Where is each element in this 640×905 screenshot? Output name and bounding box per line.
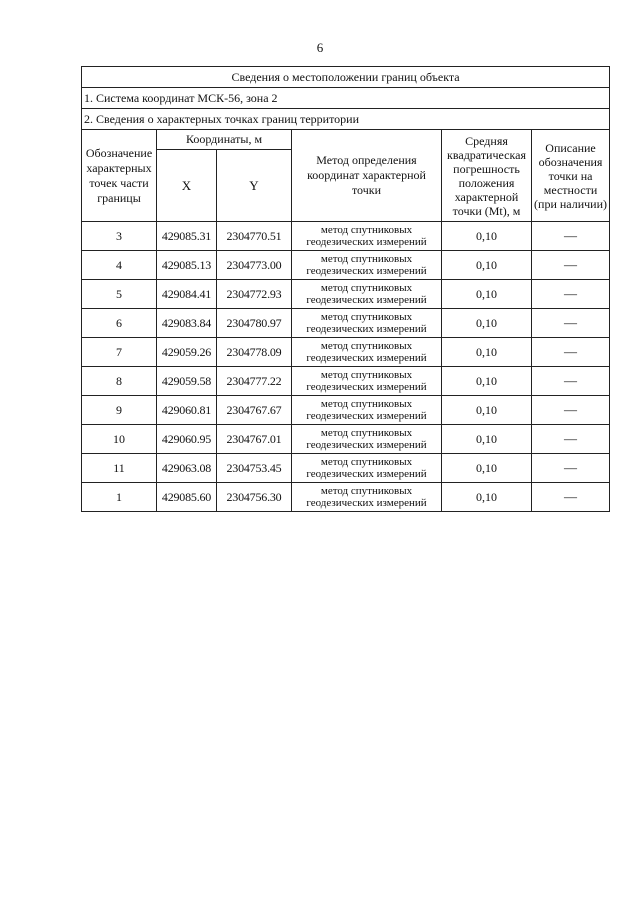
header-description: Описание обозначения точки на местности (при наличии) — [532, 130, 610, 222]
method-cell: метод спутниковых геодезических измерений — [292, 483, 442, 512]
point-cell: 6 — [82, 309, 157, 338]
x-cell: 429085.31 — [157, 222, 217, 251]
description-cell: — — [532, 309, 610, 338]
point-cell: 11 — [82, 454, 157, 483]
section1-row — [82, 88, 610, 109]
coordinates-table — [81, 66, 610, 512]
description-cell: — — [532, 425, 610, 454]
table-row — [82, 222, 610, 251]
header-y: Y — [217, 150, 292, 222]
method-cell: метод спутниковых геодезических измерений — [292, 309, 442, 338]
x-cell: 429059.26 — [157, 338, 217, 367]
error-cell: 0,10 — [442, 396, 532, 425]
coordinate-system-line: 1. Система координат МСК-56, зона 2 — [82, 88, 610, 109]
point-cell: 4 — [82, 251, 157, 280]
x-cell: 429084.41 — [157, 280, 217, 309]
point-cell: 10 — [82, 425, 157, 454]
table-row — [82, 338, 610, 367]
description-cell: — — [532, 483, 610, 512]
x-cell: 429059.58 — [157, 367, 217, 396]
header-row-1 — [82, 130, 610, 150]
point-cell: 8 — [82, 367, 157, 396]
header-method: Метод определения координат характерной точки — [292, 130, 442, 222]
table-row — [82, 280, 610, 309]
y-cell: 2304773.00 — [217, 251, 292, 280]
x-cell: 429083.84 — [157, 309, 217, 338]
table-row — [82, 367, 610, 396]
page-number: 6 — [316, 40, 324, 55]
table-row — [82, 454, 610, 483]
method-cell: метод спутниковых геодезических измерений — [292, 280, 442, 309]
description-cell: — — [532, 338, 610, 367]
error-cell: 0,10 — [442, 309, 532, 338]
method-cell: метод спутниковых геодезических измерений — [292, 222, 442, 251]
points-section-line: 2. Сведения о характерных точках границ территории — [82, 109, 610, 130]
header-error: Средняя квадратическая погрешность положения характерной точки (Mt), м — [442, 130, 532, 222]
description-cell: — — [532, 454, 610, 483]
error-cell: 0,10 — [442, 338, 532, 367]
error-cell: 0,10 — [442, 222, 532, 251]
section2-row — [82, 109, 610, 130]
method-cell: метод спутниковых геодезических измерений — [292, 338, 442, 367]
error-cell: 0,10 — [442, 425, 532, 454]
table-row — [82, 251, 610, 280]
point-cell: 7 — [82, 338, 157, 367]
error-cell: 0,10 — [442, 454, 532, 483]
error-cell: 0,10 — [442, 483, 532, 512]
x-cell: 429060.81 — [157, 396, 217, 425]
point-cell: 3 — [82, 222, 157, 251]
y-cell: 2304756.30 — [217, 483, 292, 512]
y-cell: 2304777.22 — [217, 367, 292, 396]
table-row — [82, 396, 610, 425]
method-cell: метод спутниковых геодезических измерений — [292, 367, 442, 396]
y-cell: 2304780.97 — [217, 309, 292, 338]
table-title: Сведения о местоположении границ объекта — [82, 67, 610, 88]
error-cell: 0,10 — [442, 280, 532, 309]
x-cell: 429085.13 — [157, 251, 217, 280]
error-cell: 0,10 — [442, 251, 532, 280]
method-cell: метод спутниковых геодезических измерений — [292, 251, 442, 280]
table-title-row — [82, 67, 610, 88]
table-row — [82, 425, 610, 454]
x-cell: 429060.95 — [157, 425, 217, 454]
header-coords: Координаты, м — [157, 130, 292, 150]
error-cell: 0,10 — [442, 367, 532, 396]
header-point: Обозначение характерных точек части границы — [82, 130, 157, 222]
description-cell: — — [532, 396, 610, 425]
point-cell: 9 — [82, 396, 157, 425]
x-cell: 429085.60 — [157, 483, 217, 512]
point-cell: 1 — [82, 483, 157, 512]
description-cell: — — [532, 367, 610, 396]
y-cell: 2304770.51 — [217, 222, 292, 251]
y-cell: 2304778.09 — [217, 338, 292, 367]
description-cell: — — [532, 280, 610, 309]
y-cell: 2304753.45 — [217, 454, 292, 483]
y-cell: 2304772.93 — [217, 280, 292, 309]
x-cell: 429063.08 — [157, 454, 217, 483]
description-cell: — — [532, 251, 610, 280]
method-cell: метод спутниковых геодезических измерений — [292, 425, 442, 454]
method-cell: метод спутниковых геодезических измерений — [292, 454, 442, 483]
y-cell: 2304767.01 — [217, 425, 292, 454]
description-cell: — — [532, 222, 610, 251]
table-row — [82, 483, 610, 512]
table-row — [82, 309, 610, 338]
header-x: X — [157, 150, 217, 222]
point-cell: 5 — [82, 280, 157, 309]
method-cell: метод спутниковых геодезических измерений — [292, 396, 442, 425]
y-cell: 2304767.67 — [217, 396, 292, 425]
